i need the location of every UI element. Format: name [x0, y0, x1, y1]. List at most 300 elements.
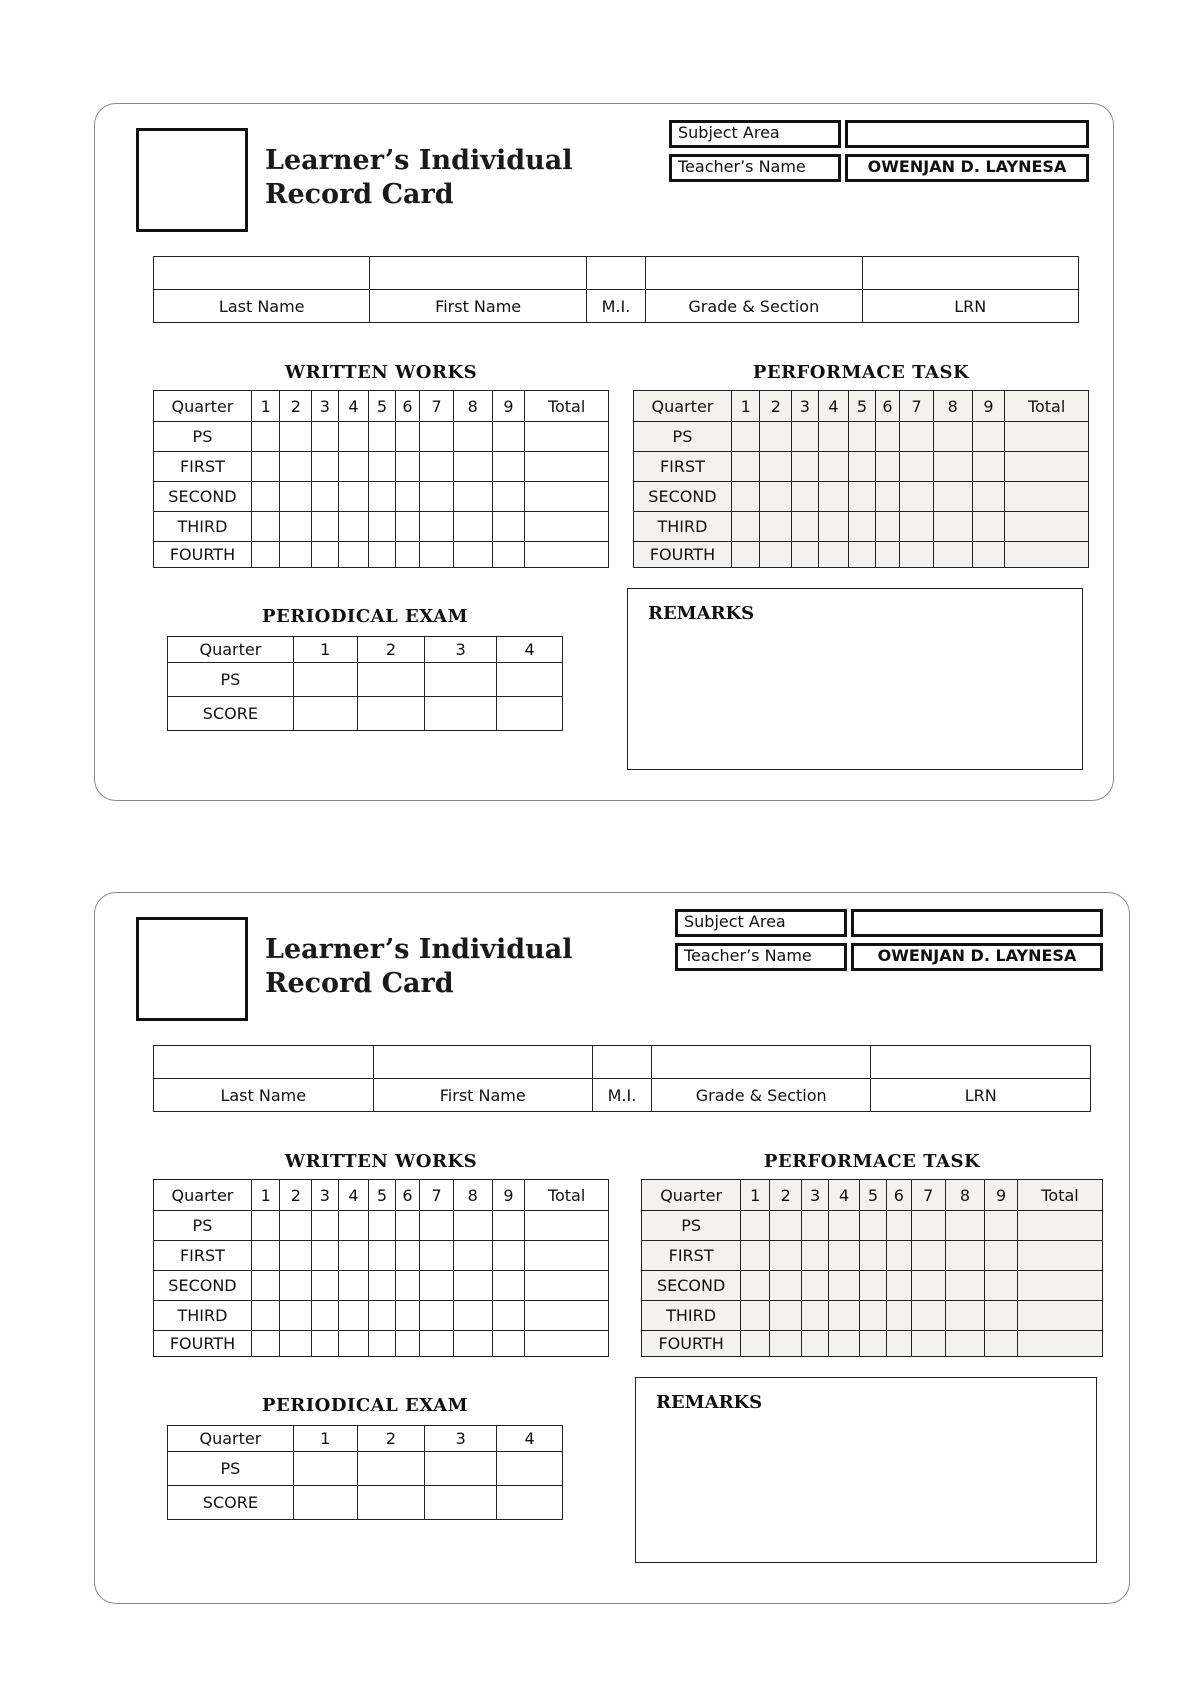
name-input-1[interactable] [370, 257, 586, 290]
card-title-line-1: Learner’s Individual [265, 145, 573, 176]
score-cell[interactable] [945, 1301, 984, 1331]
score-cell[interactable] [251, 422, 280, 452]
score-cell[interactable] [829, 1241, 860, 1271]
score-cell[interactable] [251, 1331, 280, 1357]
score-cell[interactable] [770, 1211, 802, 1241]
performance-task-table [641, 1179, 1103, 1357]
score-cell[interactable] [802, 1331, 829, 1357]
exam-header-cell: 2 [357, 1426, 425, 1452]
score-cell[interactable] [731, 452, 760, 482]
score-cell[interactable] [875, 512, 899, 542]
score-cell[interactable] [792, 512, 819, 542]
score-cell[interactable] [280, 422, 312, 452]
score-cell[interactable] [420, 482, 454, 512]
score-cell[interactable] [251, 1271, 280, 1301]
task-row-label: FIRST [154, 1241, 252, 1271]
score-cell[interactable] [911, 1211, 945, 1241]
score-cell[interactable] [492, 1271, 525, 1301]
score-cell[interactable] [802, 1301, 829, 1331]
exam-score-cell[interactable] [293, 697, 357, 731]
score-cell[interactable] [280, 1271, 312, 1301]
score-cell[interactable] [251, 542, 280, 568]
score-cell[interactable] [492, 1211, 525, 1241]
score-cell[interactable] [911, 1271, 945, 1301]
score-cell[interactable] [453, 1241, 492, 1271]
score-cell[interactable] [933, 422, 972, 452]
exam-header-cell: 4 [497, 637, 563, 663]
score-cell[interactable] [492, 482, 525, 512]
task-header-cell: Total [1018, 1180, 1103, 1211]
written-works-title: WRITTEN WORKS [284, 1151, 478, 1172]
card-title-line-2: Record Card [265, 179, 454, 210]
score-cell[interactable] [492, 1241, 525, 1271]
score-cell[interactable] [741, 1331, 770, 1357]
task-row-label: FOURTH [154, 542, 252, 568]
score-cell[interactable] [525, 1241, 609, 1271]
score-cell[interactable] [395, 1271, 419, 1301]
score-cell[interactable] [369, 1301, 396, 1331]
score-cell[interactable] [492, 512, 525, 542]
score-cell[interactable] [860, 1271, 887, 1301]
score-cell[interactable] [849, 452, 876, 482]
score-cell[interactable] [369, 512, 396, 542]
score-cell[interactable] [280, 1331, 312, 1357]
score-cell[interactable] [420, 452, 454, 482]
score-cell[interactable] [525, 1271, 609, 1301]
teacher-name-label: Teacher’s Name [675, 943, 847, 971]
score-cell[interactable] [792, 482, 819, 512]
score-cell[interactable] [945, 1271, 984, 1301]
score-cell[interactable] [251, 1241, 280, 1271]
score-cell[interactable] [933, 452, 972, 482]
score-cell[interactable] [911, 1301, 945, 1331]
score-cell[interactable] [731, 482, 760, 512]
exam-score-cell[interactable] [425, 697, 497, 731]
score-cell[interactable] [312, 542, 339, 568]
score-cell[interactable] [395, 542, 419, 568]
score-cell[interactable] [900, 482, 934, 512]
name-field-label: Grade & Section [651, 1079, 871, 1112]
score-cell[interactable] [945, 1331, 984, 1357]
score-cell[interactable] [741, 1301, 770, 1331]
task-header-cell: 9 [492, 1180, 525, 1211]
score-cell[interactable] [525, 542, 609, 568]
score-cell[interactable] [525, 482, 609, 512]
score-cell[interactable] [985, 1211, 1018, 1241]
name-input-0[interactable] [154, 257, 370, 290]
score-cell[interactable] [525, 422, 609, 452]
score-cell[interactable] [731, 542, 760, 568]
task-header-cell: 7 [900, 391, 934, 422]
score-cell[interactable] [280, 512, 312, 542]
score-cell[interactable] [829, 1271, 860, 1301]
name-field-label: First Name [370, 290, 586, 323]
score-cell[interactable] [338, 1301, 369, 1331]
task-header-cell: 5 [849, 391, 876, 422]
score-cell[interactable] [911, 1331, 945, 1357]
score-cell[interactable] [770, 1241, 802, 1271]
score-cell[interactable] [420, 1301, 454, 1331]
score-cell[interactable] [280, 482, 312, 512]
name-input-0[interactable] [154, 1046, 374, 1079]
score-cell[interactable] [818, 512, 849, 542]
score-cell[interactable] [911, 1241, 945, 1271]
exam-score-cell[interactable] [497, 1452, 563, 1486]
score-cell[interactable] [802, 1241, 829, 1271]
name-input-4[interactable] [862, 257, 1078, 290]
score-cell[interactable] [1005, 512, 1089, 542]
score-cell[interactable] [731, 422, 760, 452]
teacher-name-value: OWENJAN D. LAYNESA [851, 943, 1103, 971]
score-cell[interactable] [492, 1301, 525, 1331]
score-cell[interactable] [453, 482, 492, 512]
periodical-exam-title: PERIODICAL EXAM [262, 1395, 468, 1416]
score-cell[interactable] [760, 422, 792, 452]
score-cell[interactable] [933, 542, 972, 568]
score-cell[interactable] [933, 512, 972, 542]
score-cell[interactable] [792, 452, 819, 482]
remarks-box[interactable] [635, 1377, 1097, 1563]
score-cell[interactable] [1018, 1241, 1103, 1271]
name-input-4[interactable] [871, 1046, 1091, 1079]
score-cell[interactable] [338, 542, 369, 568]
name-field-label: Last Name [154, 1079, 374, 1112]
task-header-cell: 1 [251, 1180, 280, 1211]
exam-score-cell[interactable] [293, 663, 357, 697]
task-header-cell: 8 [453, 391, 492, 422]
photo-box [136, 128, 248, 232]
score-cell[interactable] [770, 1271, 802, 1301]
score-cell[interactable] [312, 1211, 339, 1241]
task-row-label: PS [634, 422, 732, 452]
task-header-cell: 3 [312, 391, 339, 422]
score-cell[interactable] [369, 422, 396, 452]
score-cell[interactable] [369, 1331, 396, 1357]
name-field-label: LRN [871, 1079, 1091, 1112]
score-cell[interactable] [280, 1241, 312, 1271]
score-cell[interactable] [369, 482, 396, 512]
score-cell[interactable] [972, 452, 1005, 482]
task-row-label: THIRD [154, 1301, 252, 1331]
name-input-3[interactable] [646, 257, 862, 290]
task-header-cell: 9 [985, 1180, 1018, 1211]
score-cell[interactable] [770, 1301, 802, 1331]
score-cell[interactable] [453, 1301, 492, 1331]
exam-score-cell[interactable] [497, 697, 563, 731]
subject-area-field[interactable] [845, 120, 1089, 148]
score-cell[interactable] [338, 422, 369, 452]
performance-task-title: PERFORMACE TASK [752, 362, 970, 383]
score-cell[interactable] [492, 542, 525, 568]
task-header-cell: 8 [945, 1180, 984, 1211]
exam-header-cell: 4 [497, 1426, 563, 1452]
name-field-label: M.I. [593, 1079, 652, 1112]
score-cell[interactable] [849, 512, 876, 542]
score-cell[interactable] [338, 1331, 369, 1357]
score-cell[interactable] [849, 542, 876, 568]
score-cell[interactable] [420, 1211, 454, 1241]
score-cell[interactable] [453, 1271, 492, 1301]
score-cell[interactable] [760, 482, 792, 512]
task-header-cell: 8 [453, 1180, 492, 1211]
score-cell[interactable] [1005, 542, 1089, 568]
score-cell[interactable] [818, 452, 849, 482]
score-cell[interactable] [972, 512, 1005, 542]
score-cell[interactable] [525, 1211, 609, 1241]
score-cell[interactable] [972, 542, 1005, 568]
score-cell[interactable] [731, 512, 760, 542]
score-cell[interactable] [338, 512, 369, 542]
score-cell[interactable] [395, 482, 419, 512]
score-cell[interactable] [1018, 1271, 1103, 1301]
score-cell[interactable] [453, 422, 492, 452]
score-cell[interactable] [251, 1301, 280, 1331]
score-cell[interactable] [280, 452, 312, 482]
score-cell[interactable] [369, 542, 396, 568]
score-cell[interactable] [985, 1271, 1018, 1301]
score-cell[interactable] [312, 482, 339, 512]
score-cell[interactable] [945, 1211, 984, 1241]
score-cell[interactable] [453, 452, 492, 482]
card-title-line-2: Record Card [265, 968, 454, 999]
exam-score-cell[interactable] [293, 1452, 357, 1486]
score-cell[interactable] [875, 422, 899, 452]
score-cell[interactable] [760, 512, 792, 542]
task-header-cell: 4 [818, 391, 849, 422]
score-cell[interactable] [369, 1271, 396, 1301]
score-cell[interactable] [886, 1331, 911, 1357]
exam-score-cell[interactable] [357, 1452, 425, 1486]
score-cell[interactable] [453, 512, 492, 542]
score-cell[interactable] [860, 1211, 887, 1241]
score-cell[interactable] [251, 482, 280, 512]
score-cell[interactable] [1018, 1331, 1103, 1357]
subject-area-label: Subject Area [675, 909, 847, 937]
task-row-label: SECOND [634, 482, 732, 512]
task-header-cell: 9 [492, 391, 525, 422]
exam-score-cell[interactable] [357, 697, 425, 731]
score-cell[interactable] [886, 1301, 911, 1331]
task-header-cell: 6 [875, 391, 899, 422]
score-cell[interactable] [829, 1211, 860, 1241]
name-field-label: Last Name [154, 290, 370, 323]
score-cell[interactable] [875, 542, 899, 568]
exam-header-cell: 3 [425, 637, 497, 663]
score-cell[interactable] [338, 1271, 369, 1301]
task-header-cell: 2 [770, 1180, 802, 1211]
score-cell[interactable] [312, 512, 339, 542]
score-cell[interactable] [251, 452, 280, 482]
task-header-cell: 3 [792, 391, 819, 422]
score-cell[interactable] [1018, 1301, 1103, 1331]
score-cell[interactable] [395, 452, 419, 482]
card-title [265, 144, 573, 212]
score-cell[interactable] [860, 1301, 887, 1331]
score-cell[interactable] [312, 1241, 339, 1271]
score-cell[interactable] [369, 452, 396, 482]
score-cell[interactable] [933, 482, 972, 512]
score-cell[interactable] [770, 1331, 802, 1357]
learner-name-table [153, 1045, 1091, 1112]
task-header-cell: 2 [280, 391, 312, 422]
score-cell[interactable] [312, 1271, 339, 1301]
score-cell[interactable] [525, 512, 609, 542]
score-cell[interactable] [453, 542, 492, 568]
task-header-cell: 2 [760, 391, 792, 422]
score-cell[interactable] [453, 1331, 492, 1357]
score-cell[interactable] [829, 1331, 860, 1357]
score-cell[interactable] [280, 1211, 312, 1241]
score-cell[interactable] [829, 1301, 860, 1331]
score-cell[interactable] [420, 512, 454, 542]
score-cell[interactable] [741, 1211, 770, 1241]
score-cell[interactable] [525, 1301, 609, 1331]
name-input-2[interactable] [586, 257, 645, 290]
score-cell[interactable] [802, 1211, 829, 1241]
task-header-cell: 2 [280, 1180, 312, 1211]
score-cell[interactable] [395, 512, 419, 542]
score-cell[interactable] [741, 1271, 770, 1301]
exam-score-cell[interactable] [425, 663, 497, 697]
score-cell[interactable] [395, 1211, 419, 1241]
task-header-cell: 8 [933, 391, 972, 422]
task-row-label: FIRST [154, 452, 252, 482]
card-title [265, 933, 573, 1001]
task-header-cell: Quarter [154, 1180, 252, 1211]
score-cell[interactable] [1018, 1211, 1103, 1241]
score-cell[interactable] [818, 542, 849, 568]
score-cell[interactable] [849, 422, 876, 452]
exam-score-cell[interactable] [497, 663, 563, 697]
score-cell[interactable] [280, 542, 312, 568]
score-cell[interactable] [420, 1331, 454, 1357]
score-cell[interactable] [900, 452, 934, 482]
score-cell[interactable] [338, 1241, 369, 1271]
exam-score-cell[interactable] [425, 1486, 497, 1520]
task-header-cell: 5 [860, 1180, 887, 1211]
score-cell[interactable] [251, 1211, 280, 1241]
score-cell[interactable] [369, 1241, 396, 1271]
score-cell[interactable] [792, 542, 819, 568]
subject-area-field[interactable] [851, 909, 1103, 937]
record-card-1 [94, 103, 1114, 801]
score-cell[interactable] [525, 1331, 609, 1357]
name-field-label: LRN [862, 290, 1078, 323]
exam-score-cell[interactable] [425, 1452, 497, 1486]
task-header-cell: 7 [420, 1180, 454, 1211]
score-cell[interactable] [395, 422, 419, 452]
score-cell[interactable] [251, 512, 280, 542]
score-cell[interactable] [900, 422, 934, 452]
score-cell[interactable] [792, 422, 819, 452]
score-cell[interactable] [760, 542, 792, 568]
score-cell[interactable] [395, 1241, 419, 1271]
score-cell[interactable] [280, 1301, 312, 1331]
name-input-3[interactable] [651, 1046, 871, 1079]
score-cell[interactable] [760, 452, 792, 482]
task-row-label: THIRD [642, 1301, 741, 1331]
score-cell[interactable] [395, 1331, 419, 1357]
score-cell[interactable] [395, 1301, 419, 1331]
exam-score-cell[interactable] [357, 1486, 425, 1520]
score-cell[interactable] [338, 482, 369, 512]
score-cell[interactable] [420, 422, 454, 452]
score-cell[interactable] [875, 452, 899, 482]
task-header-cell: Quarter [154, 391, 252, 422]
score-cell[interactable] [900, 512, 934, 542]
score-cell[interactable] [312, 1331, 339, 1357]
task-row-label: FIRST [634, 452, 732, 482]
score-cell[interactable] [860, 1331, 887, 1357]
name-input-2[interactable] [593, 1046, 652, 1079]
score-cell[interactable] [886, 1241, 911, 1271]
score-cell[interactable] [875, 482, 899, 512]
score-cell[interactable] [420, 542, 454, 568]
score-cell[interactable] [972, 482, 1005, 512]
score-cell[interactable] [492, 1331, 525, 1357]
score-cell[interactable] [886, 1271, 911, 1301]
remarks-box[interactable] [627, 588, 1083, 770]
score-cell[interactable] [802, 1271, 829, 1301]
task-header-cell: 4 [338, 1180, 369, 1211]
exam-header-cell: Quarter [168, 1426, 294, 1452]
task-header-cell: 1 [741, 1180, 770, 1211]
task-row-label: SECOND [154, 482, 252, 512]
score-cell[interactable] [818, 482, 849, 512]
teacher-name-value: OWENJAN D. LAYNESA [845, 154, 1089, 182]
score-cell[interactable] [420, 1271, 454, 1301]
score-cell[interactable] [492, 452, 525, 482]
written-works-title: WRITTEN WORKS [284, 362, 478, 383]
score-cell[interactable] [338, 1211, 369, 1241]
score-cell[interactable] [369, 1211, 396, 1241]
score-cell[interactable] [312, 452, 339, 482]
score-cell[interactable] [741, 1241, 770, 1271]
score-cell[interactable] [972, 422, 1005, 452]
remarks-title: REMARKS [656, 1392, 763, 1413]
score-cell[interactable] [492, 422, 525, 452]
score-cell[interactable] [453, 1211, 492, 1241]
name-input-1[interactable] [373, 1046, 593, 1079]
score-cell[interactable] [900, 542, 934, 568]
score-cell[interactable] [886, 1211, 911, 1241]
score-cell[interactable] [818, 422, 849, 452]
exam-score-cell[interactable] [497, 1486, 563, 1520]
score-cell[interactable] [849, 482, 876, 512]
score-cell[interactable] [1005, 452, 1089, 482]
exam-header-cell: 3 [425, 1426, 497, 1452]
exam-score-cell[interactable] [293, 1486, 357, 1520]
score-cell[interactable] [985, 1241, 1018, 1271]
score-cell[interactable] [985, 1301, 1018, 1331]
score-cell[interactable] [312, 1301, 339, 1331]
task-header-cell: 7 [420, 391, 454, 422]
score-cell[interactable] [860, 1241, 887, 1271]
score-cell[interactable] [420, 1241, 454, 1271]
exam-score-cell[interactable] [357, 663, 425, 697]
score-cell[interactable] [525, 452, 609, 482]
task-header-cell: 5 [369, 1180, 396, 1211]
task-header-cell: 4 [338, 391, 369, 422]
score-cell[interactable] [1005, 422, 1089, 452]
task-row-label: FOURTH [642, 1331, 741, 1357]
score-cell[interactable] [1005, 482, 1089, 512]
score-cell[interactable] [945, 1241, 984, 1271]
score-cell[interactable] [338, 452, 369, 482]
photo-box [136, 917, 248, 1021]
score-cell[interactable] [985, 1331, 1018, 1357]
score-cell[interactable] [312, 422, 339, 452]
